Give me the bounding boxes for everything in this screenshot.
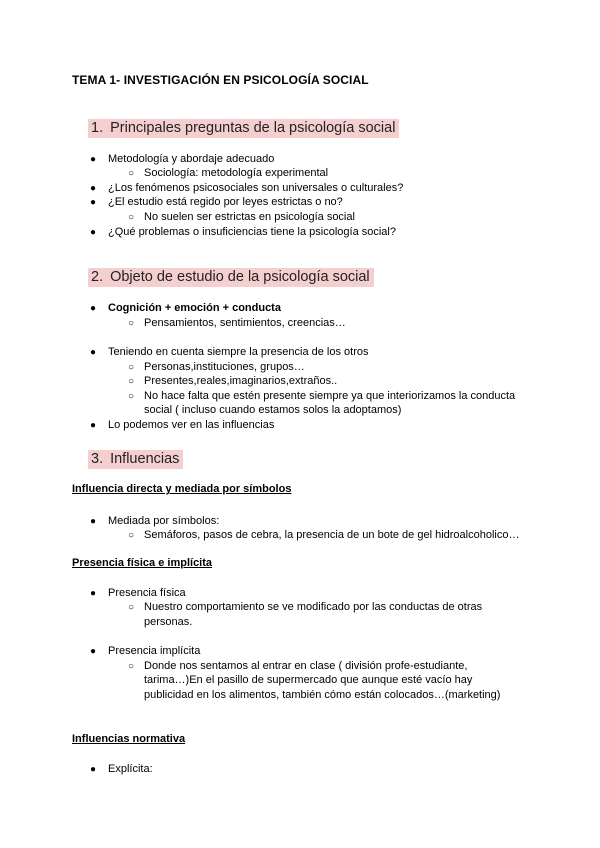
list-item-continuation: publicidad en los alimentos, también cómo están colocados…(marketing)	[144, 689, 501, 701]
bullet-icon: ●	[90, 588, 97, 599]
list-item: Personas,instituciones, grupos…	[144, 361, 305, 373]
section-2-number: 2.	[91, 269, 104, 285]
bullet-icon: ●	[90, 183, 97, 194]
list-item: Teniendo en cuenta siempre la presencia de los otros	[108, 346, 369, 358]
bullet-icon: ●	[90, 227, 97, 238]
list-item: Cognición + emoción + conducta	[108, 302, 281, 314]
list-item-continuation: social ( incluso cuando estamos solos la adoptamos)	[144, 404, 402, 416]
list-item: Lo podemos ver en las influencias	[108, 419, 275, 431]
bullet-icon: ●	[90, 197, 97, 208]
sub-bullet-icon: ○	[128, 391, 135, 402]
list-item: Donde nos sentamos al entrar en clase ( división profe-estudiante,	[144, 660, 468, 672]
sub-bullet-icon: ○	[128, 661, 135, 672]
list-item: Presentes,reales,imaginarios,extraños..	[144, 375, 338, 387]
section-1-heading	[88, 119, 399, 138]
section-3-heading-text: Influencias	[110, 451, 180, 467]
sub-bullet-icon: ○	[128, 376, 135, 387]
sub-bullet-icon: ○	[128, 168, 135, 179]
sub-bullet-icon: ○	[128, 530, 135, 541]
list-item: Pensamientos, sentimientos, creencias…	[144, 317, 346, 329]
list-item-continuation: personas.	[144, 616, 193, 628]
bullet-icon: ●	[90, 303, 97, 314]
list-item: No hace falta que estén presente siempre ya que interiorizamos la conducta	[144, 390, 516, 402]
list-item: ¿Qué problemas o insuficiencias tiene la psicología social?	[108, 226, 396, 238]
section-3-heading	[88, 450, 183, 469]
section-3-number: 3.	[91, 451, 104, 467]
document-title: TEMA 1- INVESTIGACIÓN EN PSICOLOGÍA SOCIAL	[72, 73, 369, 87]
bullet-icon: ●	[90, 764, 97, 775]
subheading-influencias-normativa: Influencias normativa	[72, 733, 186, 745]
sub-bullet-icon: ○	[128, 362, 135, 373]
list-item: No suelen ser estrictas en psicología social	[144, 211, 355, 223]
list-item: Presencia implícita	[108, 645, 201, 657]
subheading-presencia: Presencia física e implícita	[72, 557, 213, 569]
list-item: Nuestro comportamiento se ve modificado por las conductas de otras	[144, 601, 483, 613]
list-item-continuation: tarima…)En el pasillo de supermercado que aunque esté vacío hay	[144, 674, 473, 686]
list-item: Presencia física	[108, 587, 186, 599]
sub-bullet-icon: ○	[128, 318, 135, 329]
sub-bullet-icon: ○	[128, 602, 135, 613]
bullet-icon: ●	[90, 420, 97, 431]
section-1-number: 1.	[91, 120, 104, 136]
bullet-icon: ●	[90, 516, 97, 527]
list-item: ¿Los fenómenos psicosociales son universales o culturales?	[108, 182, 404, 194]
list-item: Semáforos, pasos de cebra, la presencia de un bote de gel hidroalcoholico…	[144, 529, 520, 541]
bullet-icon: ●	[90, 347, 97, 358]
subheading-influencia-directa: Influencia directa y mediada por símbolos	[72, 483, 292, 495]
sub-bullet-icon: ○	[128, 212, 135, 223]
bullet-icon: ●	[90, 646, 97, 657]
section-1-heading-text: Principales preguntas de la psicología social	[110, 120, 396, 136]
list-item: ¿El estudio está regido por leyes estrictas o no?	[108, 196, 343, 208]
section-2-heading-text: Objeto de estudio de la psicología social	[110, 269, 370, 285]
list-item: Sociología: metodología experimental	[144, 167, 329, 179]
section-2-heading	[88, 268, 374, 287]
list-item: Explícita:	[108, 763, 153, 775]
bullet-icon: ●	[90, 154, 97, 165]
list-item: Metodología y abordaje adecuado	[108, 153, 275, 165]
list-item: Mediada por símbolos:	[108, 515, 220, 527]
